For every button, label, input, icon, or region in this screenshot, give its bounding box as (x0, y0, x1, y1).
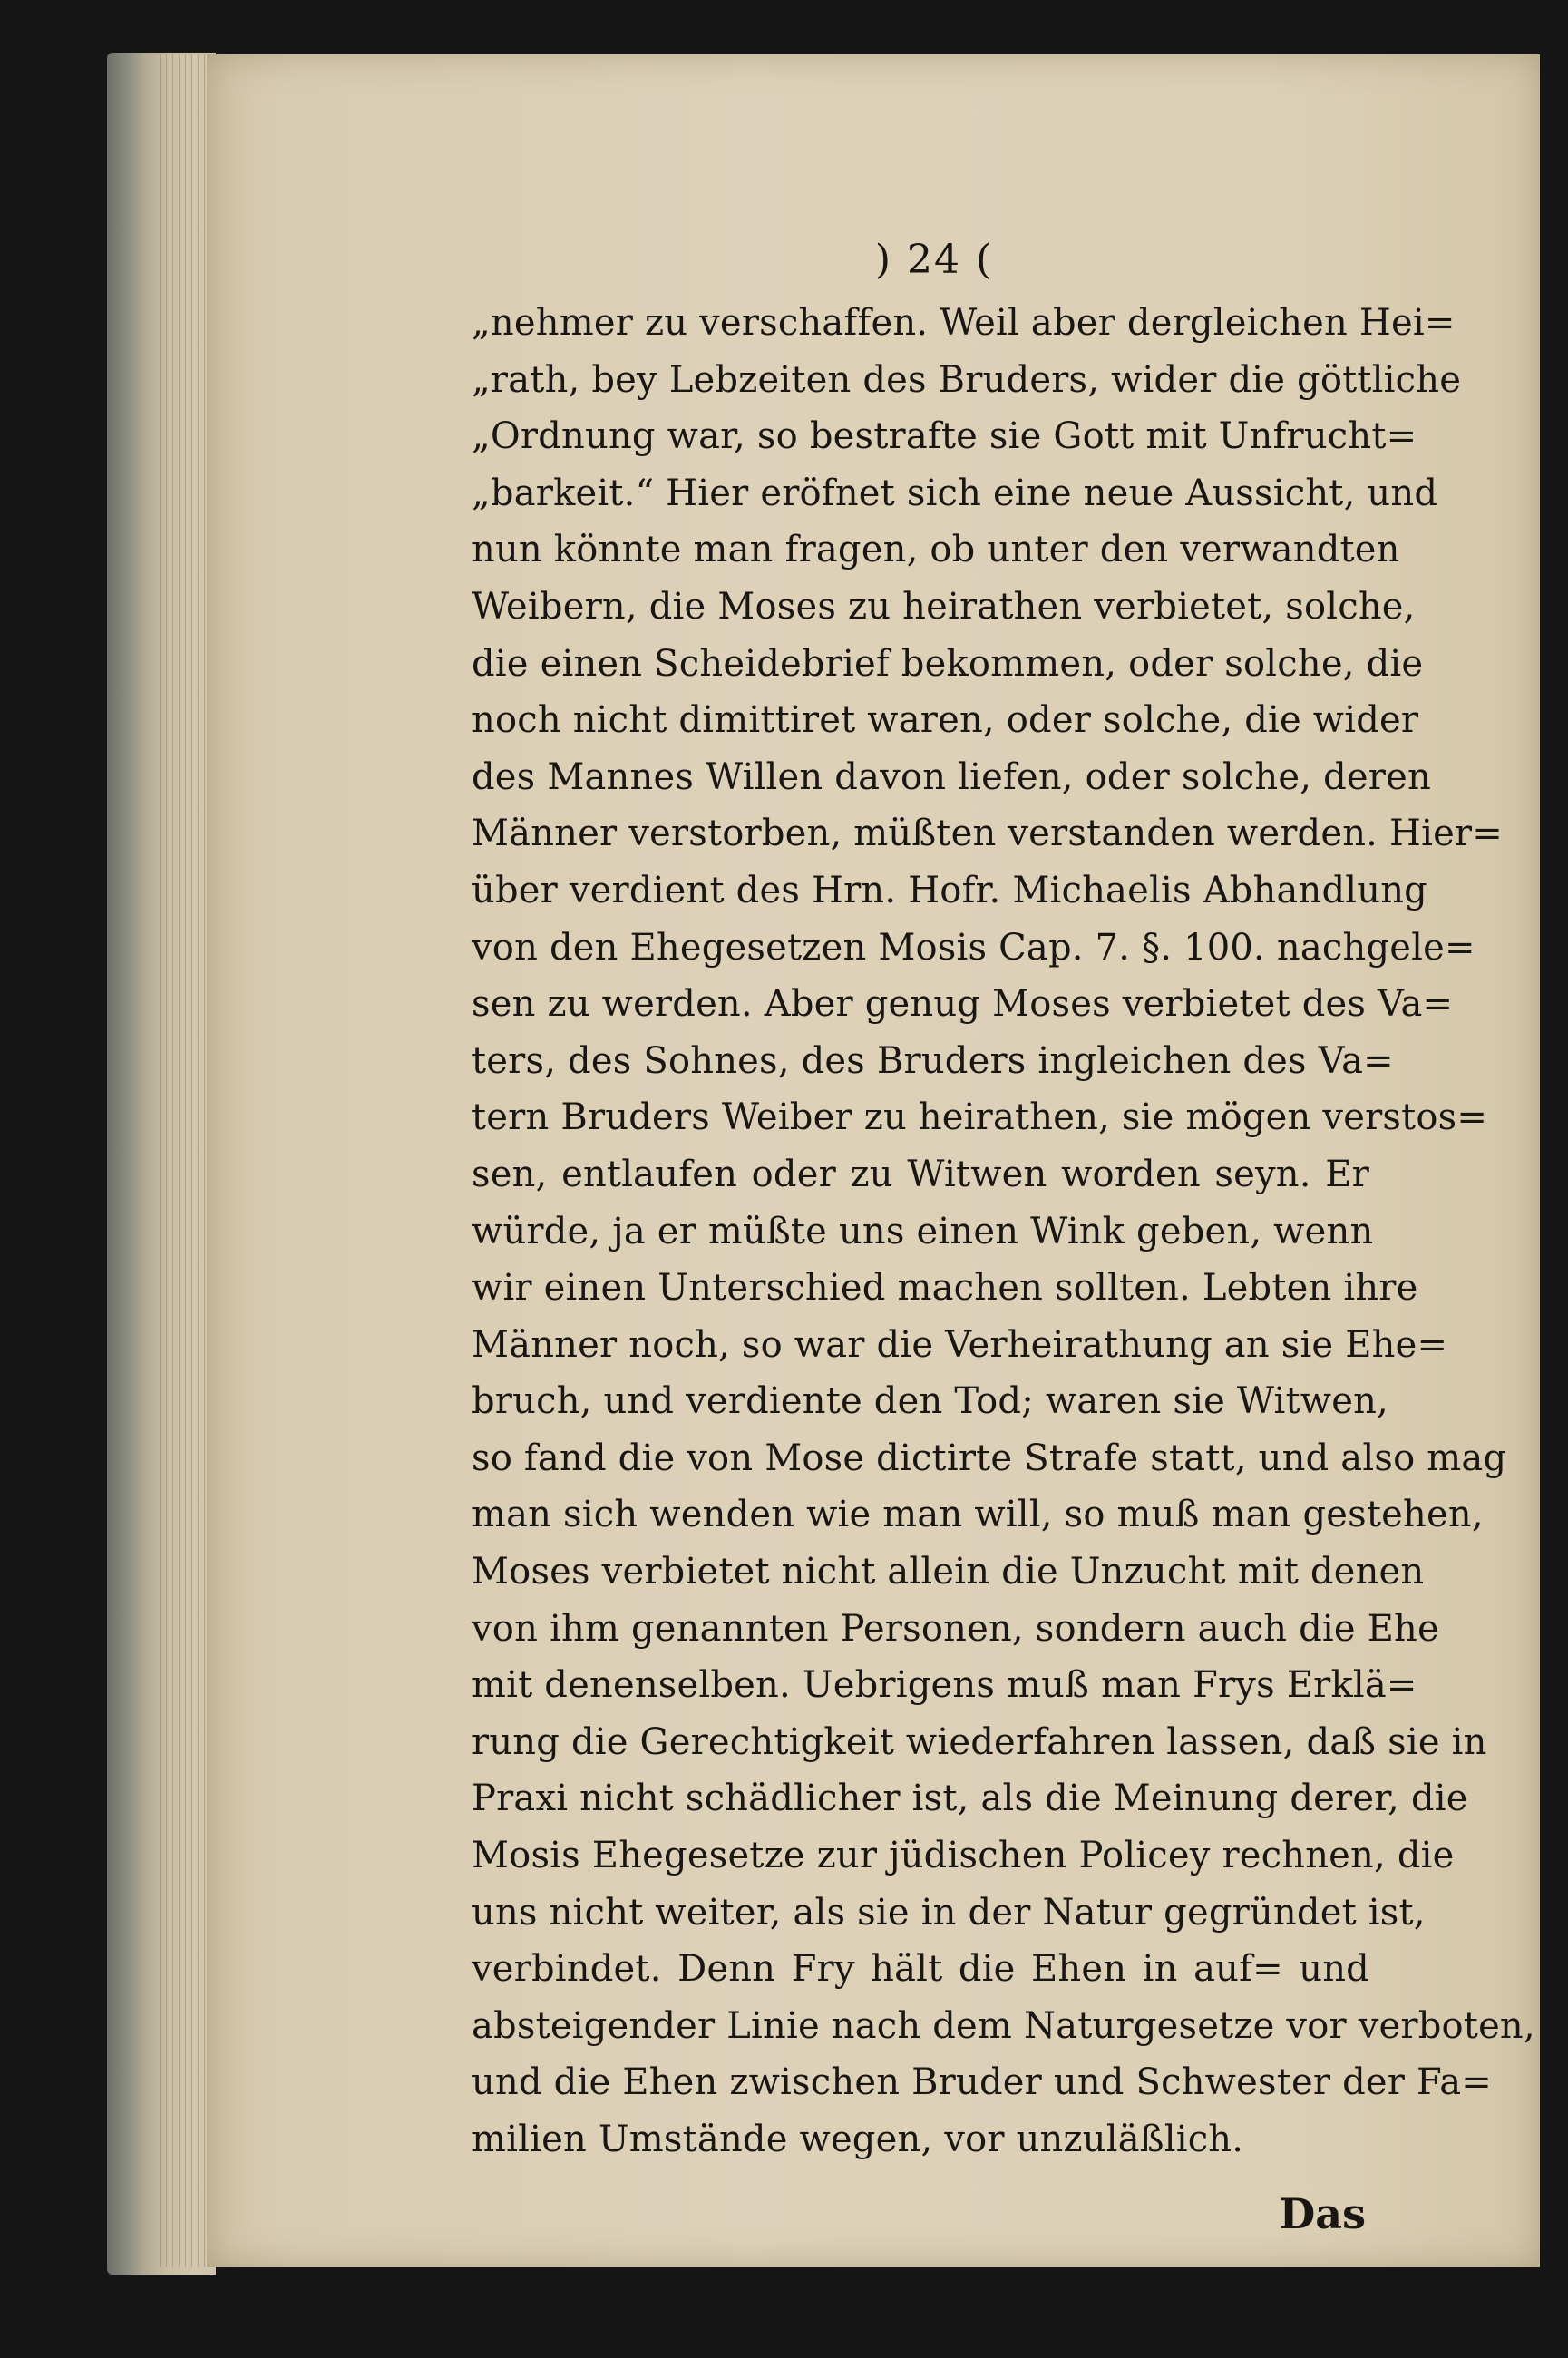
text-line: sen, entlaufen oder zu Witwen worden seyn. Er (472, 1153, 1369, 1195)
text-line: Männer verstorben, müßten verstanden werden. Hier= (472, 813, 1503, 855)
text-line: Weibern, die Moses zu heirathen verbietet, solche, (472, 585, 1416, 628)
text-line: und die Ehen zwischen Bruder und Schwester der Fa= (472, 2061, 1493, 2104)
text-line: von den Ehegesetzen Mosis Cap. 7. §. 100. nachgele= (472, 926, 1475, 969)
text-line: verbindet. Denn Fry hält die Ehen in auf= und (472, 1948, 1369, 1991)
text-line: die einen Scheidebrief bekommen, oder solche, die (472, 642, 1424, 685)
text-line: sen zu werden. Aber genug Moses verbietet des Va= (472, 983, 1454, 1026)
text-line: Mosis Ehegesetze zur jüdischen Policey rechnen, die (472, 1835, 1455, 1877)
text-line: „rath, bey Lebzeiten des Bruders, wider die göttliche (472, 358, 1462, 401)
scan-background (1540, 36, 1568, 2304)
text-line: tern Bruders Weiber zu heirathen, sie mögen verstos= (472, 1096, 1488, 1139)
text-line: „barkeit.“ Hier eröfnet sich eine neue Aussicht, und (472, 472, 1438, 514)
text-line: rung die Gerechtigkeit wiederfahren lassen, daß sie in (472, 1720, 1487, 1763)
page-stack-lines (160, 54, 214, 2267)
text-lines (472, 295, 1535, 2168)
text-line: so fand die von Mose dictirte Strafe statt, und also mag (472, 1437, 1507, 1479)
text-line: absteigender Linie nach dem Naturgesetze vor verboten, (472, 2004, 1535, 2047)
text-line: mit denenselben. Uebrigens muß man Frys Erklä= (472, 1664, 1417, 1707)
text-line: nun könnte man fragen, ob unter den verwandten (472, 529, 1400, 571)
text-line: „Ordnung war, so bestrafte sie Gott mit Unfrucht= (472, 415, 1417, 458)
text-line: von ihm genannten Personen, sondern auch die Ehe (472, 1607, 1439, 1650)
text-line: würde, ja er müßte uns einen Wink geben, wenn (472, 1210, 1374, 1252)
text-line: milien Umstände wegen, vor unzuläßlich. (472, 2119, 1244, 2160)
text-line: noch nicht dimittiret waren, oder solche, die wider (472, 699, 1419, 742)
text-line: wir einen Unterschied machen sollten. Lebten ihre (472, 1267, 1418, 1310)
page-text-block (472, 231, 1535, 2250)
catchword: Das (1279, 2188, 1366, 2238)
text-line: bruch, und verdiente den Tod; waren sie Witwen, (472, 1380, 1388, 1423)
text-line: uns nicht weiter, als sie in der Natur gegründet ist, (472, 1891, 1426, 1934)
page-number: ) 24 ( (874, 237, 994, 283)
text-line: über verdient des Hrn. Hofr. Michaelis Abhandlung (472, 869, 1427, 911)
text-line: Moses verbietet nicht allein die Unzucht mit denen (472, 1551, 1425, 1593)
text-line: Männer noch, so war die Verheirathung an sie Ehe= (472, 1323, 1448, 1366)
text-line: man sich wenden wie man will, so muß man gestehen, (472, 1494, 1484, 1536)
text-line: des Mannes Willen davon liefen, oder solche, deren (472, 755, 1431, 798)
text-line: ters, des Sohnes, des Bruders ingleichen des Va= (472, 1039, 1394, 1082)
text-line: Praxi nicht schädlicher ist, als die Meinung derer, die (472, 1778, 1468, 1820)
text-line: „nehmer zu verschaffen. Weil aber dergleichen Hei= (472, 302, 1456, 344)
